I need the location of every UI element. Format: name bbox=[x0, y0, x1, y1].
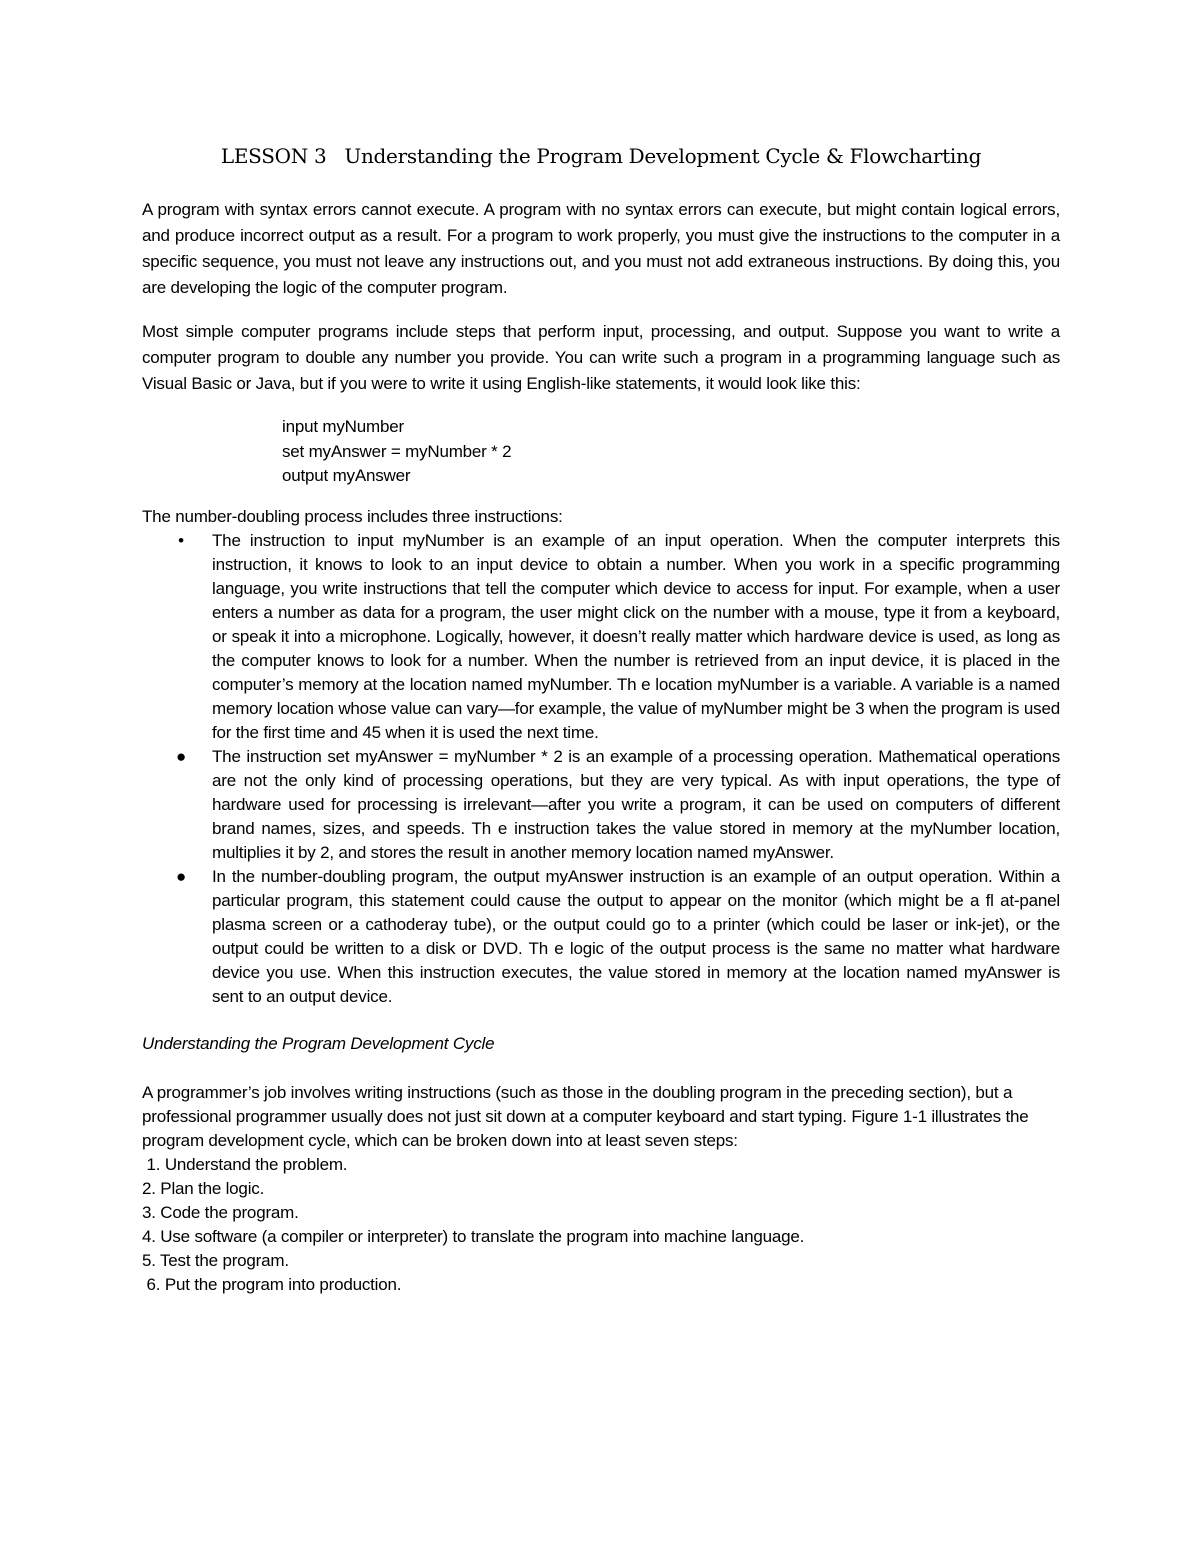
development-steps bbox=[142, 1153, 1060, 1297]
list-item-text: The instruction set myAnswer = myNumber * 2 is an example of a processing operation. Mathematical operations are not the only kind of processing operations, but they are very typical. As with input operations, the type of hardware used for processing is irrelevant—after you write a program, it can be used on computers of different brand names, sizes, and speeds. Th e instruction takes the value stored in memory at the myNumber location, multiplies it by 2, and stores the result in another memory location named myAnswer. bbox=[212, 746, 1060, 862]
paragraph-programmer-job: A programmer’s job involves writing instructions (such as those in the doubling program in the preceding section), but a professional programmer usually does not just sit down at a computer keyboard and start typing. Figure 1-1 illustrates the program development cycle, which can be broken down into at least seven steps: bbox=[142, 1082, 1029, 1150]
list-item-output bbox=[142, 865, 1060, 1009]
code-line: input myNumber bbox=[282, 417, 404, 436]
code-line: set myAnswer = myNumber * 2 bbox=[282, 441, 512, 461]
bullet-icon: ● bbox=[175, 866, 187, 886]
lesson-number: LESSON 3 bbox=[220, 144, 327, 168]
lesson-title-text: Understanding the Program Development Cycle & Flowcharting bbox=[344, 144, 982, 168]
lesson-title bbox=[142, 140, 1060, 172]
code-example bbox=[282, 415, 1060, 489]
instruction-list bbox=[142, 529, 1060, 1009]
step-item: 1. Understand the problem. bbox=[142, 1154, 348, 1174]
step-item: 5. Test the program. bbox=[142, 1250, 289, 1270]
paragraph-syntax-errors: A program with syntax errors cannot execute. A program with no syntax errors can execute, but might contain logical errors, and produce incorrect output as a result. For a program to work properly, you must give the instructions to the computer in a specific sequence, you must not leave any instructions out, and you must not add extraneous instructions. By doing this, you are developing the logic of the computer program. bbox=[142, 200, 1060, 297]
step-item: 2. Plan the logic. bbox=[142, 1178, 265, 1198]
list-item-processing bbox=[142, 745, 1060, 865]
code-line: output myAnswer bbox=[282, 466, 411, 485]
step-item: 6. Put the program into production. bbox=[142, 1274, 402, 1294]
list-item-input bbox=[142, 529, 1060, 745]
bullet-icon: ● bbox=[175, 746, 187, 766]
document-page bbox=[142, 140, 1060, 1297]
section-subheading: Understanding the Program Development Cycle bbox=[142, 1033, 495, 1053]
list-item-text: The instruction to input myNumber is an example of an input operation. When the computer interprets this instruction, it knows to look to an input device to obtain a number. When you work in a specific programming language, you write instructions that tell the computer which device to access for input. For example, when a user enters a number as data for a program, the user might click on the number with a mouse, type it from a keyboard, or speak it into a microphone. Logically, however, it doesn’t really matter which hardware device is used, as long as the computer knows to look for a number. When the number is retrieved from an input device, it is placed in the computer’s memory at the location named myNumber. Th e location myNumber is a variable. A variable is a named memory location whose value can vary—for example, the value of myNumber might be 3 when the program is used for the first time and 45 when it is used the next time. bbox=[212, 530, 1060, 742]
bullet-icon: • bbox=[178, 530, 184, 550]
step-item: 4. Use software (a compiler or interpreter) to translate the program into machine language. bbox=[142, 1226, 805, 1246]
step-item: 3. Code the program. bbox=[142, 1202, 299, 1222]
list-intro: The number-doubling process includes three instructions: bbox=[142, 506, 563, 526]
list-item-text: In the number-doubling program, the output myAnswer instruction is an example of an output operation. Within a particular program, this statement could cause the output to appear on the monitor (which might be a fl at-panel plasma screen or a cathoderay tube), or the output could go to a printer (which could be laser or ink-jet), or the output could be written to a disk or DVD. Th e logic of the output process is the same no matter what hardware device you use. When this instruction executes, the value stored in memory at the location named myAnswer is sent to an output device. bbox=[212, 866, 1060, 1006]
paragraph-simple-programs: Most simple computer programs include steps that perform input, processing, and output. Suppose you want to write a computer program to double any number you provide. You can write such a program in a programming language such as Visual Basic or Java, but if you were to write it using English-like statements, it would look like this: bbox=[142, 322, 1060, 393]
